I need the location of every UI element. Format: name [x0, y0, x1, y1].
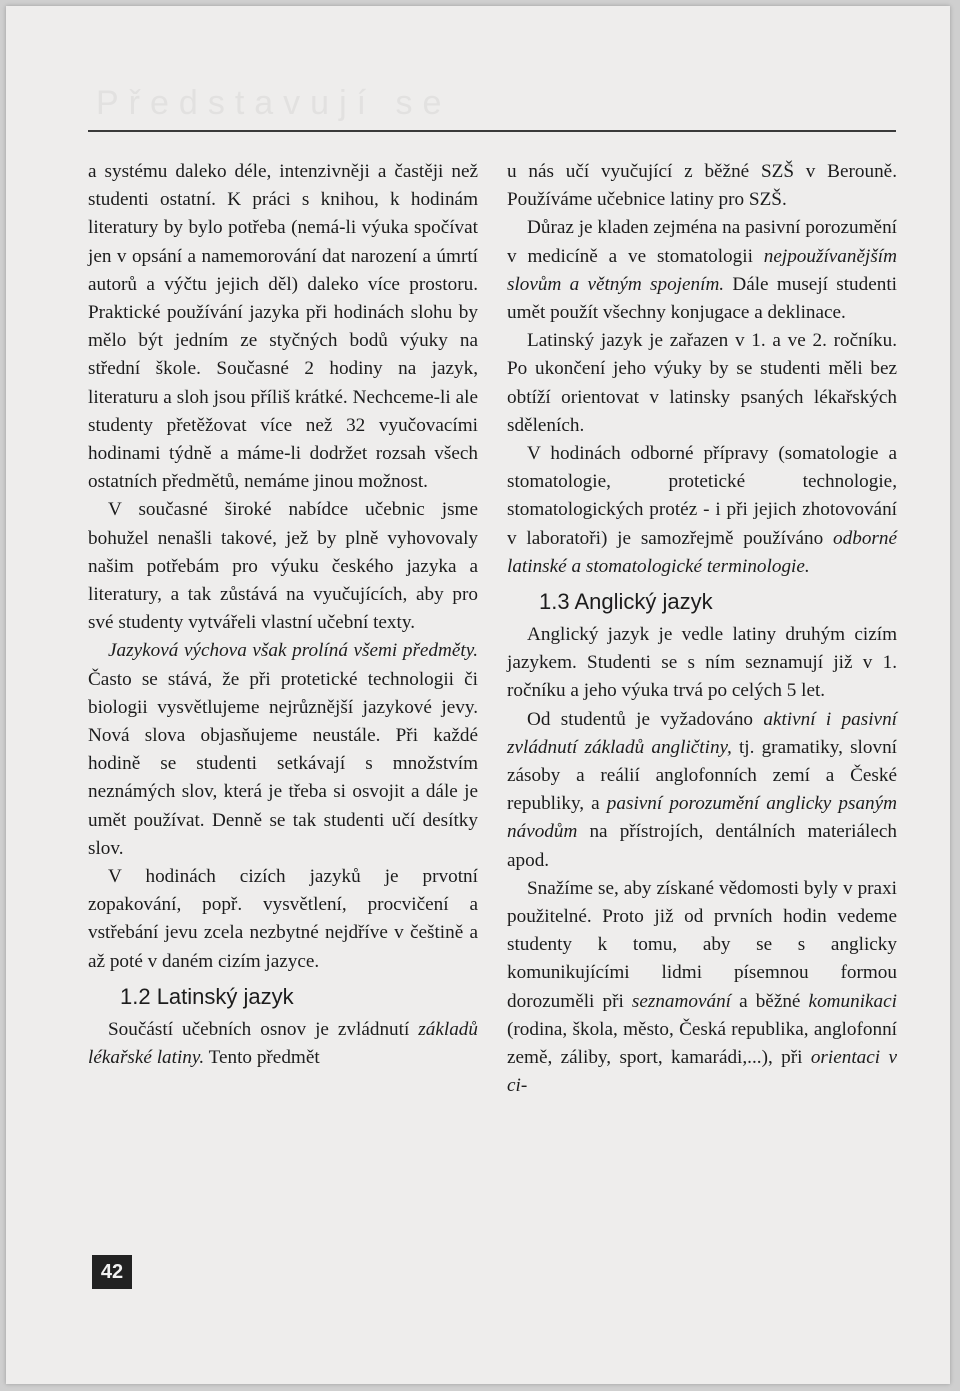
left-paragraph-3-italic: Jazyková výchova však prolíná všemi předměty. — [108, 640, 478, 662]
section-heading-1-2: 1.2 Latinský jazyk — [120, 983, 294, 1009]
left-paragraph-3-text: Často se stává, že při protetické technologii či biologii vysvětlujeme nejrůznější jazykové jevy. Nová slova objasňujeme neustále. Při každé hodině se studenti setkávají s množstvím neznámých slov, která je třeba si osvojit a dále je umět používat. Denně se tak studenti učí desítky slov. — [88, 668, 478, 859]
right-paragraph-4-text: V hodinách odborné přípravy (somatologie a stomatologie, protetické technologie, stomatologických protéz - i při jejich zhotovování v laboratoři) je samozřejmě používáno — [507, 443, 897, 549]
right-paragraph-7-text-b: a běžné — [731, 990, 809, 1012]
right-paragraph-6-italic-2: pasivní porozumění anglicky psaným návodům — [507, 793, 898, 843]
left-paragraph-5 — [88, 1016, 478, 1072]
right-paragraph-7-italic-1: seznamování — [631, 990, 732, 1012]
right-paragraph-7-text-c: (rodina, škola, město, Česká republika, anglofonní země, záliby, sport, kamarádi,...), při — [507, 1018, 897, 1069]
left-paragraph-3 — [88, 637, 478, 863]
right-paragraph-1: u nás učí vyučující z běžné SZŠ v Berouně. Používáme učebnice latiny pro SZŠ. — [507, 161, 897, 211]
right-paragraph-4 — [507, 440, 897, 581]
section-heading-1-3: 1.3 Anglický jazyk — [539, 589, 713, 615]
right-paragraph-2-text-b: Dále musejí studenti umět použít všechny konjugace a deklinace. — [507, 273, 897, 324]
header-rule — [88, 130, 896, 132]
page-number-badge: 42 — [92, 1255, 132, 1289]
right-paragraph-2 — [507, 214, 897, 327]
right-paragraph-6 — [507, 706, 897, 875]
right-paragraph-7 — [507, 875, 897, 1101]
left-paragraph-4: V hodinách cizích jazyků je prvotní zopakování, popř. vysvětlení, procvičení a vstřebání jevu zcela nezbytné nejdříve v češtině a až poté v daném cizím jazyce. — [88, 866, 478, 972]
page — [6, 6, 950, 1384]
left-paragraph-1: a systému daleko déle, intenzivněji a častěji než studenti ostatní. K práci s knihou, k hodinám literatury by bylo potřeba (nemá-li výuka spočívat jen v opsání a namemorování dat narození a úmrtí autorů a výčtu jejich děl) daleko více prostoru. Praktické používání jazyka při hodinách slohu by mělo být jedním ze styčných bodů výuky na střední škole. Současné 2 hodiny na jazyk, literaturu a sloh jsou příliš krátké. Nechceme-li ale studenty přetěžovat více než 32 vyučovacími hodinami týdně a máme-li dodržet rozsah všech ostatních předmětů, nemáme jinou možnost. — [88, 161, 478, 493]
right-paragraph-3: Latinský jazyk je zařazen v 1. a ve 2. ročníku. Po ukončení jeho výuky by se studenti měli bez obtíží orientovat v latinsky psaných lékařských sděleních. — [507, 330, 897, 436]
left-paragraph-5-text-b: Tento předmět — [204, 1047, 320, 1069]
right-paragraph-7-italic-2: komunikaci — [808, 990, 897, 1012]
right-paragraph-6-italic-1: aktivní i pasivní zvládnutí základů angličtiny, — [507, 708, 897, 758]
right-paragraph-6-text-c: na přístrojích, dentálních materiálech apod. — [507, 821, 897, 871]
left-column — [88, 158, 478, 1072]
right-paragraph-6-text-a: Od studentů je vyžadováno — [527, 708, 764, 730]
right-paragraph-6-text-b: tj. gramatiky, slovní zásoby a reálií anglofonních zemí a České republiky, a — [507, 736, 897, 815]
left-paragraph-5-text-a: Součástí učebních osnov je zvládnutí — [108, 1018, 419, 1040]
right-column — [507, 158, 897, 1101]
right-paragraph-7-italic-3: orientaci v ci- — [507, 1047, 897, 1097]
left-paragraph-2: V současné široké nabídce učebnic jsme bohužel nenašli takové, jež by plně vyhovovaly našim potřebám pro výuku českého jazyka a literatury, a tak zůstává na vyučujících, aby pro své studenty vytvářeli vlastní učební texty. — [88, 499, 478, 634]
right-paragraph-2-text-a: Důraz je kladen zejména na pasivní porozumění v medicíně a ve stomatologii — [507, 217, 897, 267]
ghost-header-text: Představují se — [96, 84, 452, 122]
right-paragraph-2-italic: nejpoužívanějším slovům a větným spojením. — [507, 245, 897, 295]
left-paragraph-5-italic: základů lékařské latiny. — [88, 1018, 478, 1069]
right-paragraph-5: Anglický jazyk je vedle latiny druhým cizím jazykem. Studenti se s ním seznamují již v 1. ročníku a jeho výuka trvá po celých 5 let. — [507, 624, 897, 702]
right-paragraph-7-text-a: Snažíme se, aby získané vědomosti byly v praxi použitelné. Proto již od prvních hodin vedeme studenty k tomu, aby se s anglicky komunikujícími lidmi písemnou formou dorozuměli při — [507, 877, 897, 1012]
right-paragraph-4-italic: odborné latinské a stomatologické terminologie. — [507, 527, 897, 577]
